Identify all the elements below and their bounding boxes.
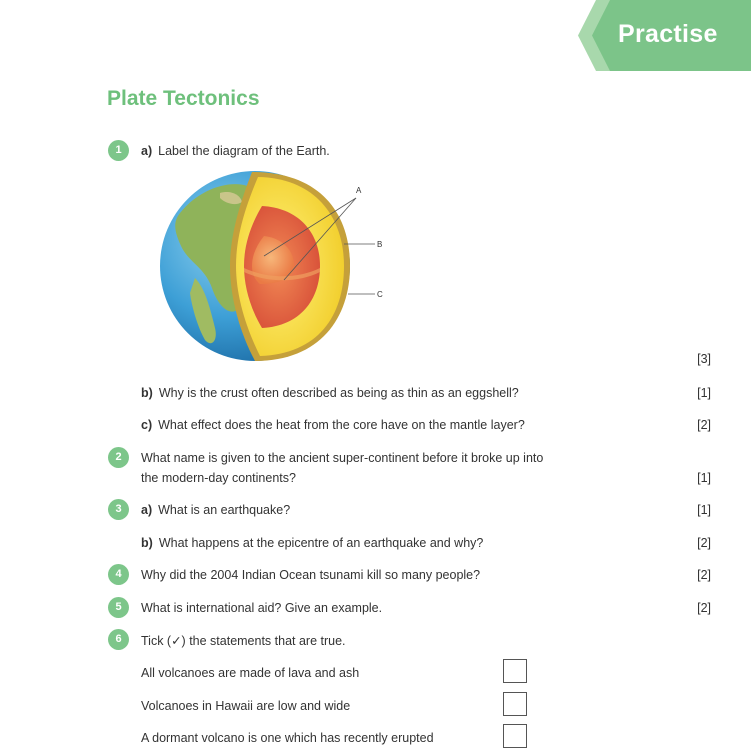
statement-2: Volcanoes in Hawaii are low and wide <box>141 699 351 713</box>
question-1b-text: Why is the crust often described as being as thin as an eggshell? <box>158 386 519 400</box>
question-3b-part: b) <box>141 536 153 550</box>
question-1a <box>141 144 330 158</box>
question-4-text: Why did the 2004 Indian Ocean tsunami kill so many people? <box>141 568 481 582</box>
question-number-1: 1 <box>108 140 129 161</box>
question-2-line1: What name is given to the ancient super-continent before it broke up into <box>141 451 544 465</box>
statement-3: A dormant volcano is one which has recently erupted <box>141 731 434 745</box>
question-3b-marks: [2] <box>697 536 711 550</box>
question-3a-marks: [1] <box>697 503 711 517</box>
diagram-label-c: C <box>377 290 383 299</box>
diagram-label-b: B <box>377 240 383 249</box>
earth-diagram <box>160 168 400 373</box>
question-1c-part: c) <box>141 418 153 432</box>
question-2-line2: the modern-day continents? <box>141 471 296 485</box>
question-3b-text: What happens at the epicentre of an earthquake and why? <box>158 536 484 550</box>
tab-label: Practise <box>618 20 718 48</box>
question-number-4: 4 <box>108 564 129 585</box>
question-3b <box>141 536 483 550</box>
question-3a-text: What is an earthquake? <box>158 503 291 517</box>
question-1a-text: Label the diagram of the Earth. <box>158 144 330 158</box>
question-1c-text: What effect does the heat from the core have on the mantle layer? <box>158 418 525 432</box>
statement-2-checkbox[interactable] <box>503 692 527 716</box>
question-3a-part: a) <box>141 503 153 517</box>
question-4-marks: [2] <box>697 568 711 582</box>
question-1b-marks: [1] <box>697 386 711 400</box>
diagram-label-a: A <box>356 186 362 195</box>
statement-3-checkbox[interactable] <box>503 724 527 748</box>
question-5-text: What is international aid? Give an example. <box>141 601 383 615</box>
statement-1: All volcanoes are made of lava and ash <box>141 666 360 680</box>
statement-1-checkbox[interactable] <box>503 659 527 683</box>
question-3a <box>141 503 290 517</box>
question-5-marks: [2] <box>697 601 711 615</box>
earth-globe <box>160 171 350 361</box>
question-1b <box>141 386 519 400</box>
question-1b-part: b) <box>141 386 153 400</box>
question-6-text: Tick (✓) the statements that are true. <box>141 634 346 648</box>
question-number-2: 2 <box>108 447 129 468</box>
question-1a-part: a) <box>141 144 153 158</box>
question-1a-marks: [3] <box>697 352 711 366</box>
question-number-5: 5 <box>108 597 129 618</box>
question-number-6: 6 <box>108 629 129 650</box>
practise-tab <box>578 0 751 71</box>
question-1c <box>141 418 525 432</box>
question-number-3: 3 <box>108 499 129 520</box>
page-title: Plate Tectonics <box>107 87 260 110</box>
question-2-marks: [1] <box>697 471 711 485</box>
question-1c-marks: [2] <box>697 418 711 432</box>
